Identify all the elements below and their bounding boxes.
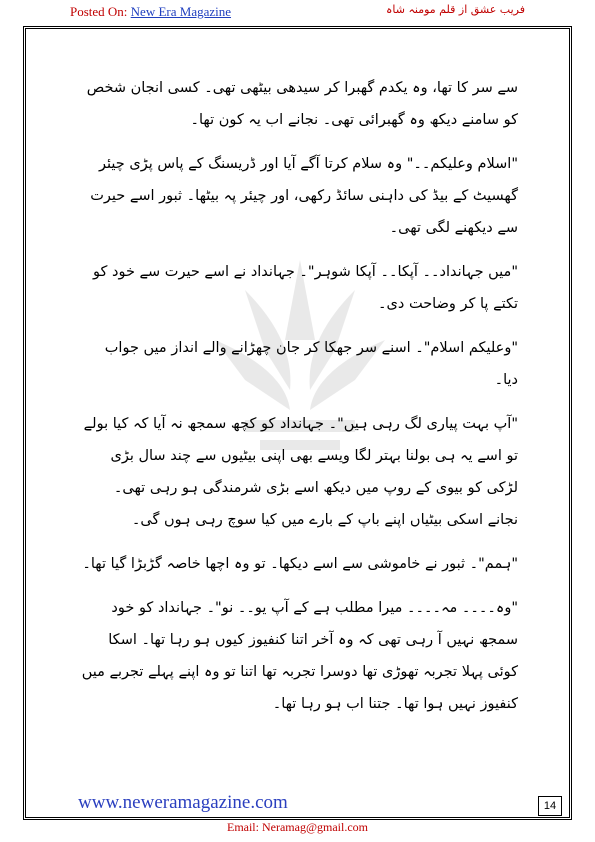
page-number: 14 xyxy=(538,796,562,816)
paragraph: "وعلیکم اسلام"۔ اسنے سر جھکا کر جان چھڑانے والے انداز میں جواب دیا۔ xyxy=(104,340,518,388)
website-link[interactable]: www.neweramagazine.com xyxy=(78,792,288,813)
story-text xyxy=(80,72,518,732)
paragraph: "میں جہانداد۔۔ آپکا۔۔ آپکا شوہر"۔ جہانداد نے اسے حیرت سے خود کو تکتے پا کر وضاحت دی۔ xyxy=(93,264,518,312)
contact-email: Email: Neramag@gmail.com xyxy=(226,820,368,834)
header-posted-on xyxy=(70,4,231,20)
paragraph: "آپ بہت پیاری لگ رہی ہیں"۔ جہانداد کو کچھ سمجھ نہ آیا کہ کیا بولے تو اسے یہ ہی بولنا بہتر لگا ویسے بھی اپنی بیٹیوں سے چند سال بڑی لڑکی کو بیوی کے روپ میں دیکھ اسے بڑی شرمندگی ہو رہی تھی۔ نجانے اسکی بیٹیاں اپنے باپ کے بارے میں کیا سوچ رہی ہوں گی۔ xyxy=(83,416,518,528)
magazine-link[interactable]: New Era Magazine xyxy=(130,4,232,19)
paragraph: "وہ۔۔۔۔ مہ۔۔۔۔ میرا مطلب ہے کے آپ یو۔۔ نو"۔ جہانداد کو خود سمجھ نہیں آ رہی تھی کہ وہ آخر اتنا کنفیوز کیوں ہو رہا تھا۔ اسکا کوئی پہلا تجربہ تھوڑی تھا دوسرا تجربہ تھا اتنا تو وہ اپنے پہلے تجربے میں کنفیوز نہیں ہوا تھا۔ جتنا اب ہو رہا تھا۔ xyxy=(81,600,518,712)
posted-on-label: Posted On: xyxy=(70,4,131,19)
novel-title: فریب عشق از قلم مومنہ شاہ xyxy=(385,3,525,16)
paragraph: "ہمم"۔ ثبور نے خاموشی سے اسے دیکھا۔ تو وہ اچھا خاصہ گڑبڑا گیا تھا۔ xyxy=(82,556,518,572)
paragraph: سے سر کا تھا، وہ یکدم گھبرا کر سیدھی بیٹھی تھی۔ کسی انجان شخص کو سامنے دیکھ وہ گھبرائی تھی۔ نجانے اب یہ کون تھا۔ xyxy=(86,80,518,128)
paragraph: "اسلام وعلیکم۔۔" وہ سلام کرتا آگے آیا اور ڈریسنگ کے پاس پڑی چیئر گھسیٹ کے بیڈ کی داہنی سائڈ رکھی، اور چیئر پہ بیٹھا۔ ثبور اسے حیرت سے دیکھنے لگی تھی۔ xyxy=(90,156,518,236)
